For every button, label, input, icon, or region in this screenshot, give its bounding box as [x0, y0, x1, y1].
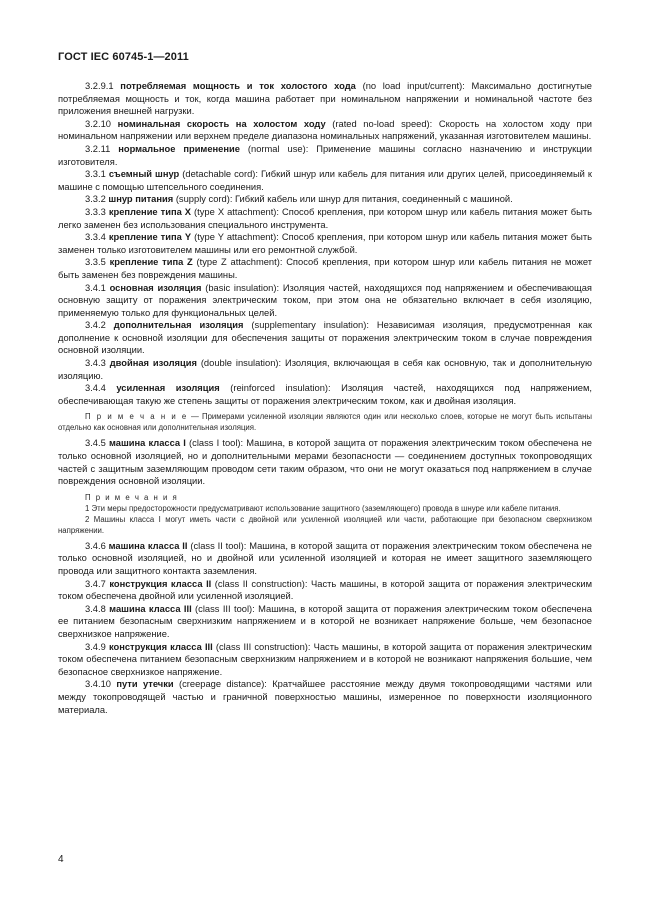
- clause-number: 3.4.5: [85, 438, 106, 449]
- definition-3-3-1: [58, 168, 592, 193]
- standard-header: ГОСТ IEC 60745-1—2011: [58, 51, 189, 63]
- term: машина класса II: [108, 540, 188, 551]
- term: потребляемая мощность и ток холостого хода: [120, 81, 356, 91]
- note-text: — Примерами усиленной изоляции являются один или несколько слоев, которые не могут быть испытаны отдельно как основная или дополнительная изоляция.: [58, 412, 592, 433]
- term: машина класса III: [109, 603, 192, 614]
- definition-text: (creepage distance): Кратчайшее расстояние между двумя токопроводящими частями или между токопроводящей частью и граничной поверхностью машины, измеренное по поверхности изоляционного материала.: [58, 679, 592, 715]
- clause-number: 3.2.9.1: [85, 81, 114, 91]
- page-number: 4: [58, 854, 64, 865]
- term: основная изоляция: [109, 282, 202, 293]
- note-item-2: 2 Машины класса I могут иметь части с двойной или усиленной изоляцией или части, работающие при безопасном сверхнизком напряжении.: [58, 514, 592, 535]
- term: номинальная скорость на холостом ходу: [117, 118, 326, 129]
- term: усиленная изоляция: [116, 383, 220, 394]
- definition-3-4-8: [58, 603, 592, 641]
- clause-number: 3.3.3: [85, 206, 106, 217]
- clause-number: 3.4.8: [85, 603, 106, 614]
- term: крепление типа Y: [108, 232, 192, 243]
- definition-3-3-3: [58, 206, 592, 231]
- definition-text: (class III tool): Машина, в которой защита от поражения электрическим током обеспечена ее питанием безопасным сверхнизким напряжением и в которой не возникает напряжение больше, чем безопасное сверхнизкое напряжение.: [58, 603, 592, 639]
- document-body: [58, 80, 592, 716]
- clause-number: 3.3.4: [85, 232, 106, 243]
- definition-text: (normal use): Применение машины согласно назначению и инструкции изготовителя.: [58, 143, 592, 167]
- term: нормальное применение: [118, 143, 240, 154]
- definition-text: (type Y attachment): Способ крепления, при котором шнур или кабель питания может быть заменен только изготовителем машины или его ремонтной службой.: [58, 232, 592, 255]
- definition-text: (double insulation): Изоляция, включающая в себя как основную, так и дополнительную изоляцию.: [58, 358, 592, 381]
- clause-number: 3.3.1: [85, 169, 106, 180]
- clause-number: 3.4.6: [85, 540, 106, 551]
- definition-3-2-11: [58, 143, 592, 168]
- definition-text: (no load input/current): Максимально достигнутые потребляемая мощность и ток, когда машина работает при номинальном напряжении и номинальной частоте без приложения внешней нагрузки.: [58, 81, 592, 117]
- definition-text: (type Z attachment): Способ крепления, при котором шнур или кабель питания не может быть заменен без повреждения машины.: [58, 257, 592, 280]
- term: крепление типа X: [108, 206, 192, 217]
- term: шнур питания: [108, 194, 174, 205]
- definition-3-4-2: [58, 319, 592, 357]
- term: двойная изоляция: [109, 358, 197, 369]
- definition-text: (detachable cord): Гибкий шнур или кабель для питания или других целей, присоединяемый к машине с помощью штепсельного соединения.: [58, 169, 592, 192]
- definition-3-3-4: [58, 231, 592, 256]
- definition-3-4-1: [58, 282, 592, 320]
- clause-number: 3.2.10: [85, 118, 111, 129]
- clause-number: 3.4.9: [85, 641, 106, 652]
- definition-3-2-10: [58, 118, 592, 143]
- term: крепление типа Z: [109, 257, 193, 268]
- clause-number: 3.3.5: [85, 257, 106, 268]
- term: конструкция класса II: [109, 578, 212, 589]
- definition-3-4-5: [58, 437, 592, 487]
- definition-3-4-3: [58, 357, 592, 382]
- definition-3-3-5: [58, 256, 592, 281]
- clause-number: 3.4.1: [85, 282, 106, 293]
- clause-number: 3.4.3: [85, 358, 106, 369]
- clause-number: 3.2.11: [85, 143, 111, 154]
- definition-text: (type X attachment): Способ крепления, при котором шнур или кабель питания может быть легко заменен без использования специального инструмента.: [58, 206, 592, 230]
- definition-text: (basic insulation): Изоляция частей, находящихся под напряжением и обеспечивающая основную защиту от поражения электрическим током, при этом она не обязательно включает в себя изоляцию, применяемую только для функциональных целей.: [58, 282, 592, 318]
- definition-text: (rated no-load speed): Скорость на холостом ходу при номинальном напряжении или верхнем пределе диапазона номинальных напряжений, указанная изготовителем машины.: [58, 118, 592, 142]
- definition-3-4-7: [58, 578, 592, 603]
- clause-number: 3.3.2: [85, 194, 106, 205]
- definition-3-4-6: [58, 540, 592, 578]
- term: дополнительная изоляция: [113, 320, 244, 331]
- term: пути утечки: [116, 679, 174, 690]
- definition-3-2-9-1: [58, 80, 592, 118]
- definition-text: (supply cord): Гибкий кабель или шнур для питания, соединенный с машиной.: [173, 194, 513, 205]
- definition-3-3-2: [58, 193, 592, 206]
- term: съемный шнур: [108, 169, 180, 180]
- clause-number: 3.4.7: [85, 578, 106, 589]
- definition-text: (class III construction): Часть машины, в которой защита от поражения электрическим током обеспечена питанием безопасным сверхнизким напряжением и в которой не возникают напряжения большие, чем безопасное сверхнизкое напряжение.: [58, 641, 592, 677]
- definition-3-4-4: [58, 382, 592, 407]
- clause-number: 3.4.4: [85, 383, 106, 394]
- note-heading: П р и м е ч а н и е: [85, 412, 188, 422]
- definition-text: (supplementary insulation): Независимая изоляция, предусмотренная как дополнение к основной изоляции для обеспечения защиты от поражения электрическим током в случае повреждения основной изоляции.: [58, 320, 592, 356]
- term: машина класса I: [108, 438, 186, 449]
- note-item-1: 1 Эти меры предосторожности предусматривают использование защитного (заземляющего) провода в шнуре или кабеле питания.: [85, 503, 561, 513]
- definitions-block-1: [58, 80, 592, 407]
- notes-heading: П р и м е ч а н и я: [85, 492, 179, 502]
- definition-text: (class II construction): Часть машины, в которой защита от поражения электрическим током обеспечена двойной или усиленной изоляцией.: [58, 578, 592, 602]
- definition-text: (class I tool): Машина, в которой защита от поражения электрическим током обеспечена не только основной изоляцией, но и дополнительными мерами безопасности — соединением доступных токопроводящих частей с защитным заземляющим проводом сети таким образом, что они не могут оказаться под напряжением в случае повреждения основной изоляции.: [58, 438, 592, 487]
- definitions-block-2: [58, 540, 592, 716]
- clause-number: 3.4.2: [85, 320, 106, 331]
- definition-3-4-9: [58, 641, 592, 679]
- definition-3-4-10: [58, 678, 592, 716]
- clause-number: 3.4.10: [85, 679, 111, 690]
- note-reinforced-insulation: [58, 411, 592, 433]
- definition-text: (class II tool): Машина, в которой защита от поражения электрическим током обеспечена не только основной изоляцией, но и двойной или усиленной изоляцией и которая не имеет защитного заземляющего провода или защитного контакта заземления.: [58, 540, 592, 576]
- term: конструкция класса III: [108, 641, 213, 652]
- definition-text: (reinforced insulation): Изоляция частей, находящихся под напряжением, обеспечивающая такую же степень защиты от поражения электрическим током, как и двойная изоляция.: [58, 383, 593, 406]
